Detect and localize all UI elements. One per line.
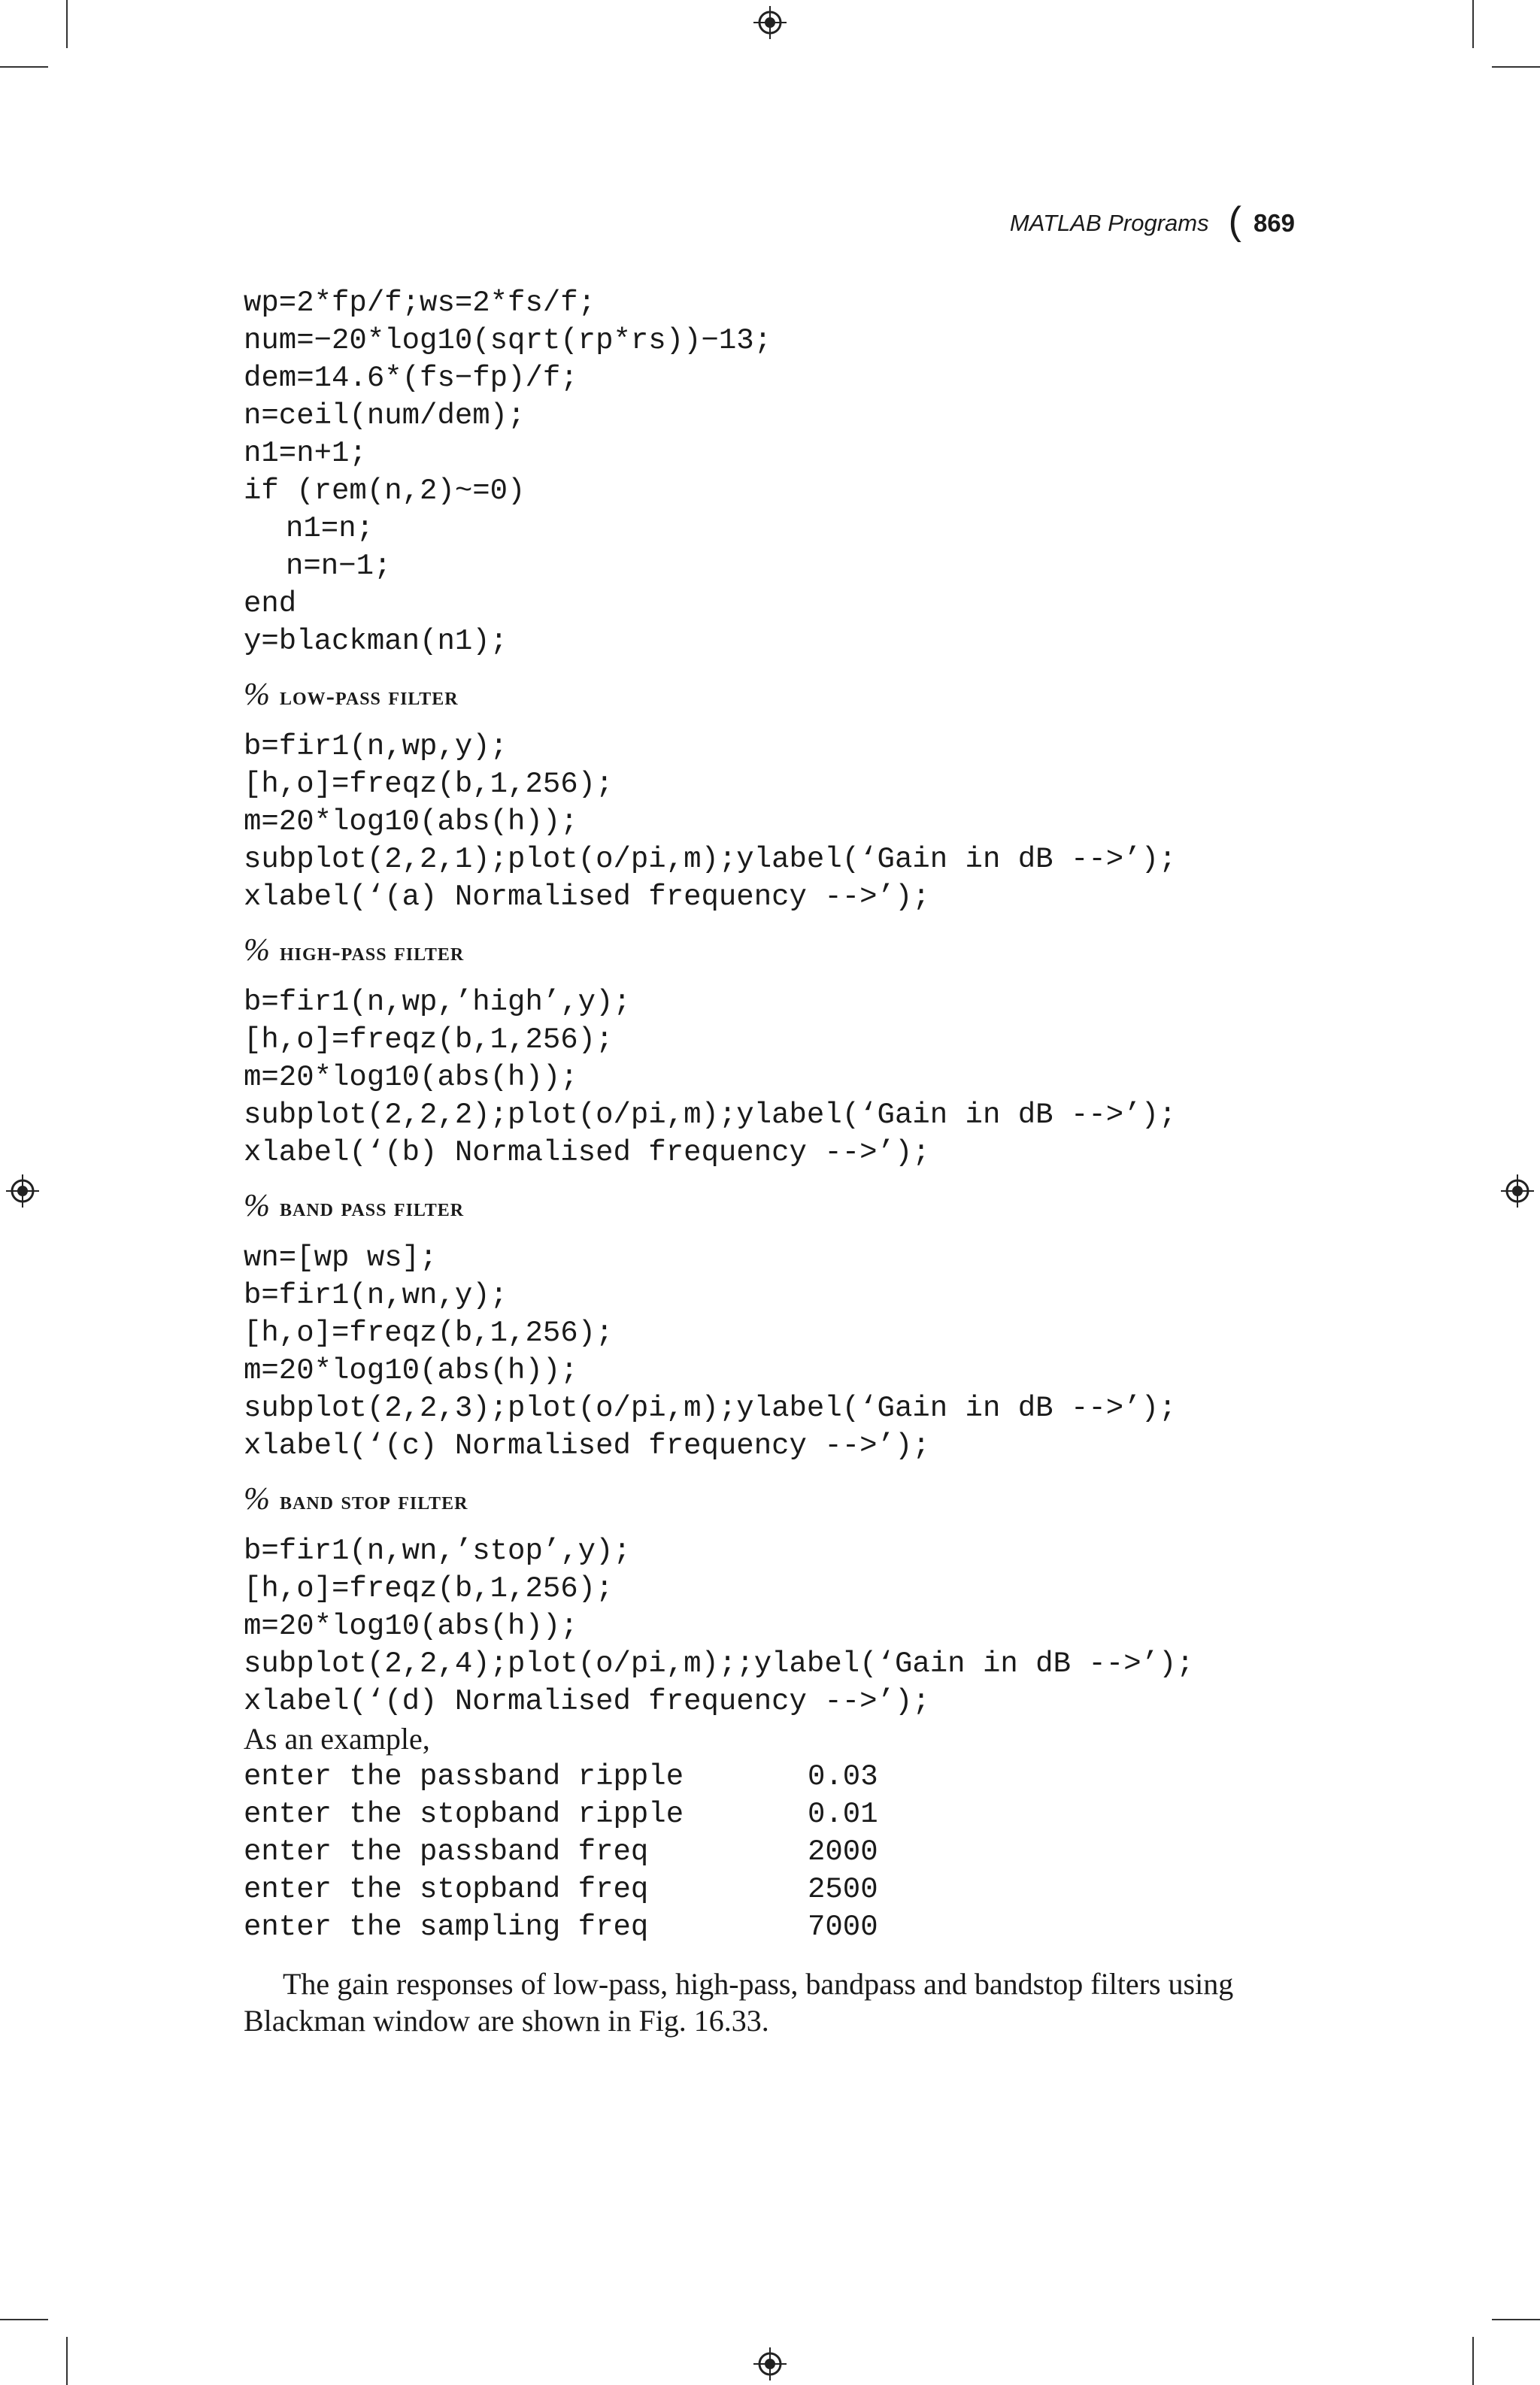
code-line: num=−20*log10(sqrt(rp*rs))−13; (244, 324, 772, 357)
section-heading-text: band stop filter (280, 1487, 468, 1515)
code-line: y=blackman(n1); (244, 625, 508, 658)
table-row (244, 1908, 878, 1946)
code-line: b=fir1(n,wn,y); (244, 1279, 508, 1312)
example-value: 7000 (808, 1911, 878, 1944)
example-value: 0.01 (808, 1798, 878, 1831)
code-line: [h,o]=freqz(b,1,256); (244, 768, 614, 801)
closing-paragraph: The gain responses of low-pass, high-pass, bandpass and bandstop filters using Blackman window are shown in Fig. 16.33. (244, 1967, 1234, 2038)
comment-percent: % (244, 677, 271, 712)
table-row (244, 1833, 878, 1871)
example-prompt: enter the passband freq (244, 1835, 649, 1868)
code-line: m=20*log10(abs(h)); (244, 1610, 578, 1643)
high-pass-code-block (244, 983, 1296, 1171)
code-line: m=20*log10(abs(h)); (244, 805, 578, 838)
code-line: [h,o]=freqz(b,1,256); (244, 1317, 614, 1350)
code-line: xlabel(‘(b) Normalised frequency -->’); (244, 1136, 930, 1169)
example-prompt: enter the passband ripple (244, 1760, 684, 1793)
example-prompt: enter the stopband freq (244, 1873, 649, 1906)
low-pass-code-block (244, 728, 1296, 916)
section-heading-band-stop (244, 1483, 1296, 1516)
crop-mark-bottom-left-h (0, 2319, 48, 2320)
code-line: xlabel(‘(d) Normalised frequency -->’); (244, 1685, 930, 1718)
registration-mark-icon (753, 6, 787, 39)
code-line: b=fir1(n,wp,’high’,y); (244, 986, 631, 1019)
running-title: MATLAB Programs (1009, 210, 1209, 236)
code-line: n1=n+1; (244, 437, 367, 470)
comment-percent: % (244, 1189, 271, 1223)
code-line: subplot(2,2,2);plot(o/pi,m);ylabel(‘Gain in dB -->’); (244, 1099, 1177, 1132)
crop-mark-bottom-left-v (66, 2337, 68, 2385)
intro-code-block (244, 284, 1296, 660)
crop-mark-top-right-v (1472, 0, 1474, 48)
section-heading-text: high-pass filter (280, 938, 465, 966)
section-heading-text: low-pass filter (280, 683, 459, 711)
section-heading-low-pass (244, 678, 1296, 711)
code-line: m=20*log10(abs(h)); (244, 1354, 578, 1387)
band-stop-code-block (244, 1532, 1296, 1720)
code-line: [h,o]=freqz(b,1,256); (244, 1023, 614, 1056)
table-row (244, 1796, 878, 1833)
code-line: xlabel(‘(a) Normalised frequency -->’); (244, 880, 930, 914)
code-line: end (244, 587, 297, 620)
code-line: subplot(2,2,4);plot(o/pi,m);;ylabel(‘Gain in dB -->’); (244, 1647, 1194, 1680)
registration-mark-icon (6, 1174, 39, 1208)
code-line: if (rem(n,2)~=0) (244, 474, 526, 508)
crop-mark-top-right-h (1492, 66, 1540, 68)
code-line: wp=2*fp/f;ws=2*fs/f; (244, 286, 596, 320)
code-line: xlabel(‘(c) Normalised frequency -->’); (244, 1429, 930, 1462)
code-line: [h,o]=freqz(b,1,256); (244, 1572, 614, 1605)
section-heading-text: band pass filter (280, 1194, 465, 1222)
code-line: dem=14.6*(fs−fp)/f; (244, 362, 578, 395)
crop-mark-top-left-h (0, 66, 48, 68)
running-header (1009, 199, 1295, 243)
example-value: 2500 (808, 1873, 878, 1906)
section-heading-high-pass (244, 934, 1296, 967)
page-number: 869 (1253, 209, 1295, 237)
table-row (244, 1871, 878, 1908)
example-value: 2000 (808, 1835, 878, 1868)
crop-mark-top-left-v (66, 0, 68, 48)
registration-mark-icon (753, 2347, 787, 2380)
registration-mark-icon (1501, 1174, 1534, 1208)
code-line: n=n−1; (286, 550, 392, 583)
code-line: b=fir1(n,wp,y); (244, 730, 508, 763)
crop-mark-bottom-right-v (1472, 2337, 1474, 2385)
code-line: n=ceil(num/dem); (244, 399, 526, 432)
crop-mark-bottom-right-h (1492, 2319, 1540, 2320)
code-line: wn=[wp ws]; (244, 1241, 438, 1274)
code-line: subplot(2,2,1);plot(o/pi,m);ylabel(‘Gain in dB -->’); (244, 843, 1177, 876)
comment-percent: % (244, 933, 271, 968)
section-heading-band-pass (244, 1189, 1296, 1223)
example-input-table (244, 1758, 878, 1946)
example-prompt: enter the stopband ripple (244, 1798, 684, 1831)
example-value: 0.03 (808, 1760, 878, 1793)
band-pass-code-block (244, 1239, 1296, 1465)
code-line: n1=n; (286, 512, 374, 545)
code-line: subplot(2,2,3);plot(o/pi,m);ylabel(‘Gain in dB -->’); (244, 1392, 1177, 1425)
example-prompt: enter the sampling freq (244, 1911, 649, 1944)
code-line: m=20*log10(abs(h)); (244, 1061, 578, 1094)
table-row (244, 1758, 878, 1796)
example-intro: As an example, (244, 1722, 430, 1756)
comment-percent: % (244, 1482, 271, 1517)
page-tab-bracket-icon: ( (1228, 199, 1241, 243)
page-content (244, 284, 1296, 2039)
code-line: b=fir1(n,wn,’stop’,y); (244, 1535, 631, 1568)
